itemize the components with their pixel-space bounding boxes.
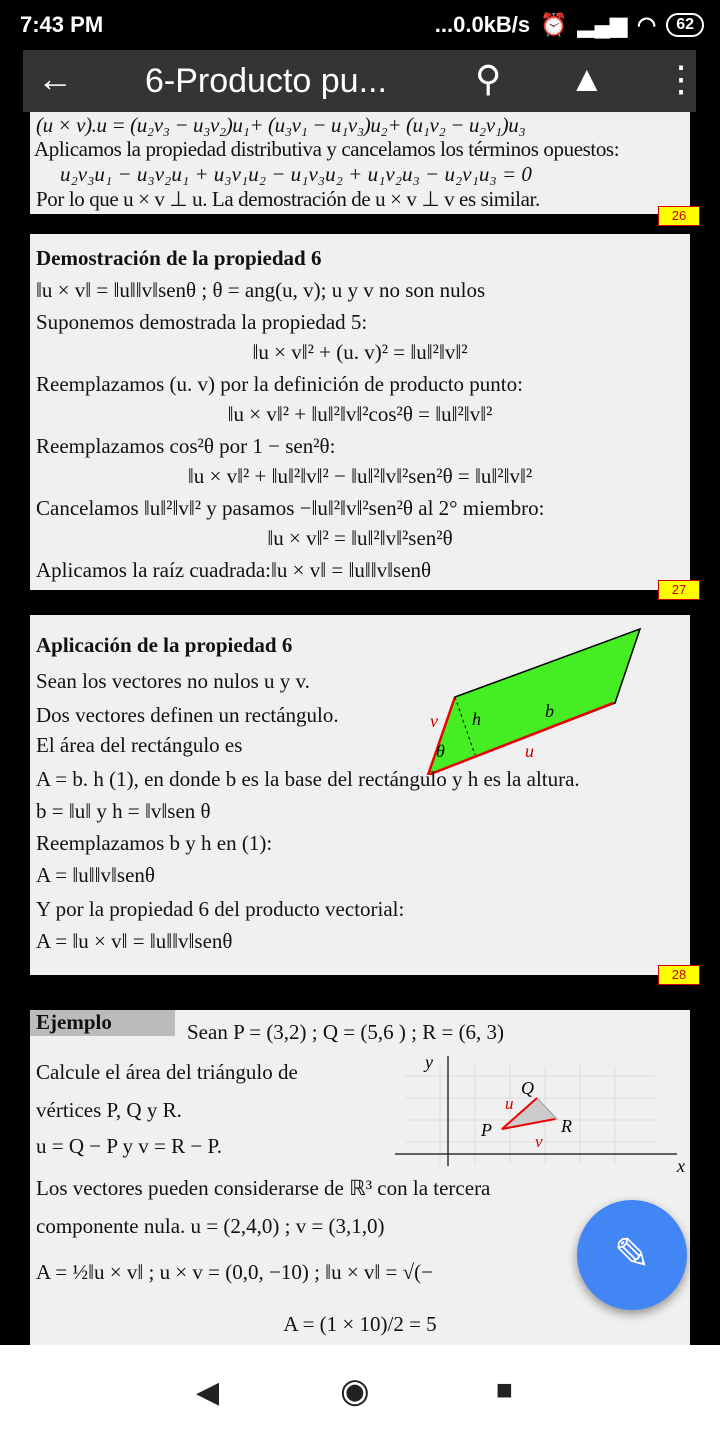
text-line: A = ½‖u × v‖ ; u × v = (0,0, −10) ; ‖u × v‖ = √(− — [36, 1260, 434, 1284]
clock: 7:43 PM — [20, 12, 104, 37]
text-line: Cancelamos ‖u‖²‖v‖² y pasamos −‖u‖²‖v‖²sen²θ al 2° miembro: — [36, 496, 545, 520]
home-icon[interactable]: ◉ — [340, 1373, 370, 1410]
text-line: ‖u × v‖² = ‖u‖²‖v‖²sen²θ — [267, 526, 453, 550]
search-icon[interactable]: ⚲ — [475, 58, 502, 99]
label-v: v — [535, 1132, 543, 1151]
network-speed: ...0.0kB/s — [434, 12, 531, 37]
text-line: Los vectores pueden considerarse de ℝ³ con la tercera — [36, 1176, 491, 1200]
text-line: Sean los vectores no nulos u y v. — [36, 669, 310, 693]
parallelogram-figure — [420, 625, 650, 775]
text-line: Calcule el área del triángulo de — [36, 1060, 298, 1084]
label-P: P — [481, 1120, 492, 1140]
pdf-page-28 — [30, 615, 690, 975]
parallelogram — [428, 629, 640, 775]
pdf-page-29 — [30, 1010, 690, 1345]
navigation-bar — [0, 1345, 720, 1440]
text-line: A = ‖u × v‖ = ‖u‖‖v‖senθ — [36, 929, 233, 953]
text-line: El área del rectángulo es — [36, 733, 243, 757]
text-line: Por lo que u × v ⊥ u. La demostración de u × v ⊥ v es similar. — [36, 187, 540, 211]
label-h: h — [472, 709, 481, 729]
battery-indicator: 62 — [666, 13, 704, 37]
label-x: x — [677, 1156, 685, 1174]
text-line: A = ‖u‖‖v‖senθ — [36, 863, 155, 887]
text-line: ‖u × v‖ = ‖u‖‖v‖senθ ; θ = ang(u, v); u y v no son nulos — [36, 278, 486, 302]
text-line: ‖u × v‖² + ‖u‖²‖v‖²cos²θ = ‖u‖²‖v‖² — [227, 402, 493, 426]
slide-title: Aplicación de la propiedad 6 — [36, 633, 293, 657]
text-line: (u × v).u = (u₂v₃ − u₃v₂)u₁+ (u₃v₁ − u₁v₃)u₂+ (u₁v₂ − u₂v₁)u₃ — [36, 113, 526, 137]
label-v: v — [430, 711, 438, 731]
label-b: b — [545, 701, 554, 721]
label-R: R — [561, 1116, 572, 1136]
triangle-figure — [385, 1046, 690, 1174]
text-line: A = (1 × 10)/2 = 5 — [283, 1312, 437, 1336]
pdf-page-26 — [30, 112, 690, 214]
text-line: u = Q − P y v = R − P. — [36, 1134, 223, 1158]
text-line: Dos vectores definen un rectángulo. — [36, 703, 339, 727]
pencil-icon: ✎ — [613, 1230, 651, 1279]
text-line: ‖u × v‖² + (u. v)² = ‖u‖²‖v‖² — [252, 340, 468, 364]
document-title: 6-Producto pu... — [145, 62, 387, 100]
label-u: u — [505, 1094, 514, 1113]
text-line: vértices P, Q y R. — [36, 1098, 182, 1122]
text-line: componente nula. u = (2,4,0) ; v = (3,1,0) — [36, 1214, 385, 1238]
slide-title: Demostración de la propiedad 6 — [36, 246, 322, 270]
text-line: Reemplazamos cos²θ por 1 − sen²θ: — [36, 434, 336, 458]
more-vert-icon[interactable]: ⋮ — [663, 58, 699, 99]
pdf-page-27 — [30, 234, 690, 590]
back-icon[interactable]: ◀ — [196, 1376, 220, 1409]
status-bar — [0, 0, 720, 50]
example-tag: Ejemplo — [30, 1010, 175, 1036]
page-number: 26 — [658, 206, 700, 226]
label-u: u — [525, 741, 534, 761]
text-line: Aplicamos la raíz cuadrada:‖u × v‖ = ‖u‖‖v‖senθ — [36, 558, 432, 582]
text-line: b = ‖u‖ y h = ‖v‖sen θ — [36, 799, 211, 823]
text-line: Suponemos demostrada la propiedad 5: — [36, 310, 368, 334]
edit-fab[interactable] — [577, 1200, 687, 1310]
label-theta: θ — [436, 741, 445, 761]
wifi-icon: ◠ — [637, 12, 657, 37]
text-line: A = b. h (1), en donde b es la base del rectángulo y h es la altura. — [36, 767, 580, 791]
text-line: Sean P = (3,2) ; Q = (5,6 ) ; R = (6, 3) — [187, 1020, 505, 1044]
drive-add-icon[interactable]: ▲ — [569, 58, 605, 99]
text-line: Reemplazamos (u. v) por la definición de producto punto: — [36, 372, 523, 396]
text-line: Y por la propiedad 6 del producto vectorial: — [36, 897, 405, 921]
recents-icon[interactable]: ■ — [496, 1375, 513, 1406]
arrow-left-icon[interactable]: ← — [37, 58, 73, 99]
alarm-icon: ⏰ — [540, 12, 568, 37]
page-number: 28 — [658, 965, 700, 985]
text-line: ‖u × v‖² + ‖u‖²‖v‖² − ‖u‖²‖v‖²sen²θ = ‖u‖²‖v‖² — [187, 464, 533, 488]
label-Q: Q — [521, 1078, 534, 1098]
text-line: Reemplazamos b y h en (1): — [36, 831, 273, 855]
app-bar — [23, 50, 699, 112]
text-line: u₂v₃u₁ − u₃v₂u₁ + u₃v₁u₂ − u₁v₃u₂ + u₁v₂u₃ − u₂v₁u₃ = 0 — [60, 162, 532, 186]
signal-icon: ▂▄▆ — [577, 12, 627, 37]
text-line: Aplicamos la propiedad distributiva y cancelamos los términos opuestos: — [34, 137, 620, 161]
page-number: 27 — [658, 580, 700, 600]
label-y: y — [425, 1052, 433, 1072]
